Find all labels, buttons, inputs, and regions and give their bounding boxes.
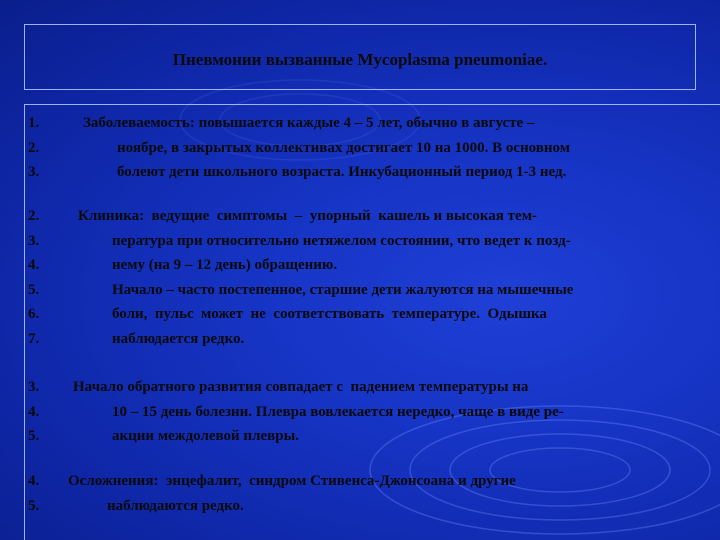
line-number: 1. bbox=[28, 115, 40, 131]
paragraph-text: Начало – часто постепенное, старшие дети жалуются на мышечные bbox=[112, 281, 574, 298]
text-line bbox=[25, 229, 720, 254]
paragraph-clinic bbox=[25, 204, 720, 351]
paragraph-text: Начало обратного развития совпадает с падением температуры на bbox=[73, 379, 529, 395]
text-line bbox=[25, 204, 720, 229]
text-line bbox=[25, 302, 720, 327]
paragraph-text: Клиника: ведущие симптомы – упорный кашель и высокая тем- bbox=[78, 208, 537, 224]
text-line bbox=[25, 424, 720, 449]
content-box bbox=[24, 104, 720, 540]
paragraph-text: 10 – 15 день болезни. Плевра вовлекается нередко, чаще в виде ре- bbox=[112, 403, 564, 420]
paragraph-text: наблюдаются редко. bbox=[107, 497, 244, 514]
title-box bbox=[24, 24, 696, 90]
line-number: 5. bbox=[28, 497, 40, 514]
paragraph-text: Осложнения: энцефалит, синдром Стивенса-Джонсоана и другие bbox=[68, 473, 516, 489]
paragraph-text: болеют дети школьного возраста. Инкубационный период 1-3 нед. bbox=[117, 164, 567, 180]
paragraph-text: наблюдается редко. bbox=[112, 330, 245, 347]
line-number: 4. bbox=[28, 403, 40, 420]
text-line bbox=[25, 111, 720, 136]
paragraph-text: ноябре, в закрытых коллективах достигает 10 на 1000. В основном bbox=[117, 139, 570, 156]
text-line bbox=[25, 160, 720, 185]
paragraph-text: пература при относительно нетяжелом состоянии, что ведет к позд- bbox=[112, 232, 571, 249]
line-number: 5. bbox=[28, 428, 40, 444]
text-line bbox=[25, 494, 720, 519]
line-number: 2. bbox=[28, 208, 40, 224]
text-line bbox=[25, 136, 720, 161]
line-number: 6. bbox=[28, 306, 40, 322]
text-line bbox=[25, 253, 720, 278]
paragraph-recovery bbox=[25, 375, 720, 449]
paragraph-incidence bbox=[25, 111, 720, 185]
line-number: 3. bbox=[28, 379, 40, 395]
text-line bbox=[25, 327, 720, 352]
text-line bbox=[25, 469, 720, 494]
text-line bbox=[25, 278, 720, 303]
line-number: 2. bbox=[28, 139, 40, 156]
text-line bbox=[25, 400, 720, 425]
paragraph-text: акции междолевой плевры. bbox=[112, 428, 300, 444]
paragraph-complications bbox=[25, 469, 720, 518]
paragraph-text: нему (на 9 – 12 день) обращению. bbox=[112, 257, 338, 273]
line-number: 3. bbox=[28, 164, 40, 180]
text-line bbox=[25, 375, 720, 400]
line-number: 3. bbox=[28, 232, 40, 249]
line-number: 7. bbox=[28, 330, 40, 347]
paragraph-text: боли, пульс может не соответствовать температуре. Одышка bbox=[112, 306, 547, 322]
paragraph-text: Заболеваемость: повышается каждые 4 – 5 лет, обычно в августе – bbox=[83, 115, 535, 131]
line-number: 4. bbox=[28, 473, 40, 489]
line-number: 5. bbox=[28, 281, 40, 298]
slide-title: Пневмонии вызванные Mycoplasma pneumoniae. bbox=[172, 50, 548, 69]
line-number: 4. bbox=[28, 257, 40, 273]
